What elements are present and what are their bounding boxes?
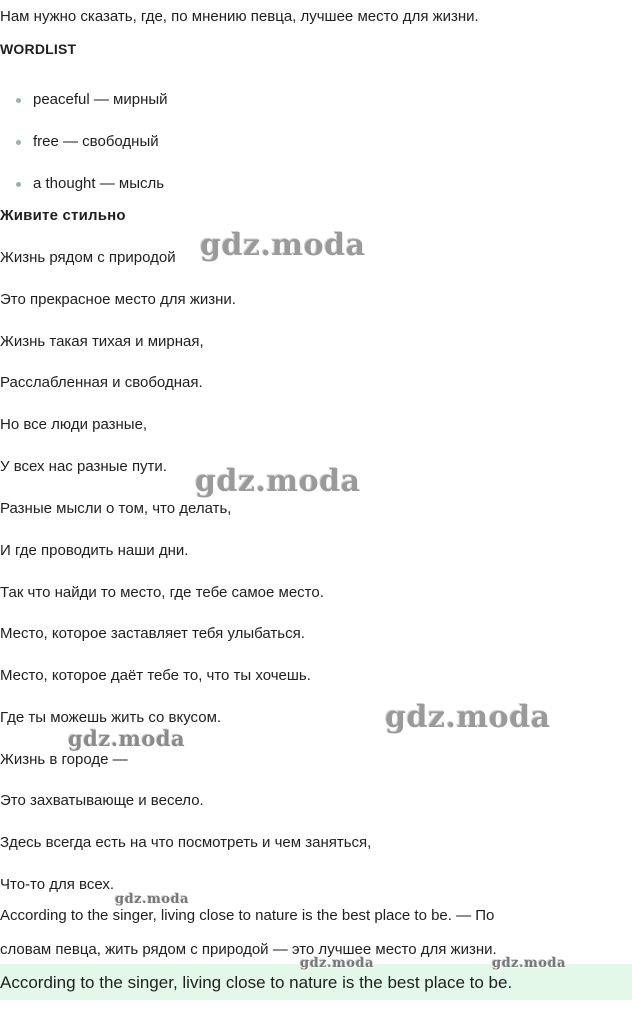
watermark: gdz.moda: [195, 464, 361, 499]
watermark: gdz.moda: [115, 892, 190, 907]
poem-title: Живите стильно: [0, 207, 126, 224]
poem-line: Где ты можешь жить со вкусом.: [0, 709, 222, 726]
bullet-icon: [16, 182, 21, 187]
wordlist-heading: WORDLIST: [0, 41, 77, 57]
translation-line: словам певца, жить рядом с природой — это лучшее место для жизни.: [0, 941, 497, 958]
poem-line: Но все люди разные,: [0, 416, 148, 433]
poem-line: Расслабленная и свободная.: [0, 374, 203, 391]
poem-line: Жизнь рядом с природой: [0, 249, 176, 266]
poem-line: Место, которое заставляет тебя улыбаться.: [0, 625, 305, 642]
poem-line: Разные мысли о том, что делать,: [0, 500, 232, 517]
watermark: gdz.moda: [68, 726, 186, 751]
watermark: gdz.moda: [385, 700, 551, 735]
poem-line: Жизнь в городе —: [0, 751, 128, 768]
poem-line: Что-то для всех.: [0, 876, 115, 893]
list-item-text: free — свободный: [33, 133, 159, 150]
watermark: gdz.moda: [300, 956, 375, 971]
watermark: gdz.moda: [492, 956, 567, 971]
poem-line: И где проводить наши дни.: [0, 542, 189, 559]
poem-line: Здесь всегда есть на что посмотреть и чем заняться,: [0, 834, 372, 851]
list-item-text: peaceful — мирный: [33, 91, 168, 108]
answer-text: According to the singer, living close to nature is the best place to be.: [0, 973, 513, 992]
poem-line: Это прекрасное место для жизни.: [0, 291, 236, 308]
poem-line: У всех нас разные пути.: [0, 458, 167, 475]
bullet-icon: [16, 140, 21, 145]
poem-line: Это захватывающе и весело.: [0, 792, 204, 809]
poem-line: Так что найди то место, где тебе самое место.: [0, 584, 324, 601]
bullet-icon: [16, 98, 21, 103]
poem-line: Место, которое даёт тебе то, что ты хочешь.: [0, 667, 311, 684]
poem-line: Жизнь такая тихая и мирная,: [0, 333, 204, 350]
watermark: gdz.moda: [200, 228, 366, 263]
list-item-text: a thought — мысль: [33, 175, 165, 192]
intro-text: Нам нужно сказать, где, по мнению певца, лучшее место для жизни.: [0, 8, 479, 25]
translation-line: According to the singer, living close to nature is the best place to be. — По: [0, 907, 495, 924]
